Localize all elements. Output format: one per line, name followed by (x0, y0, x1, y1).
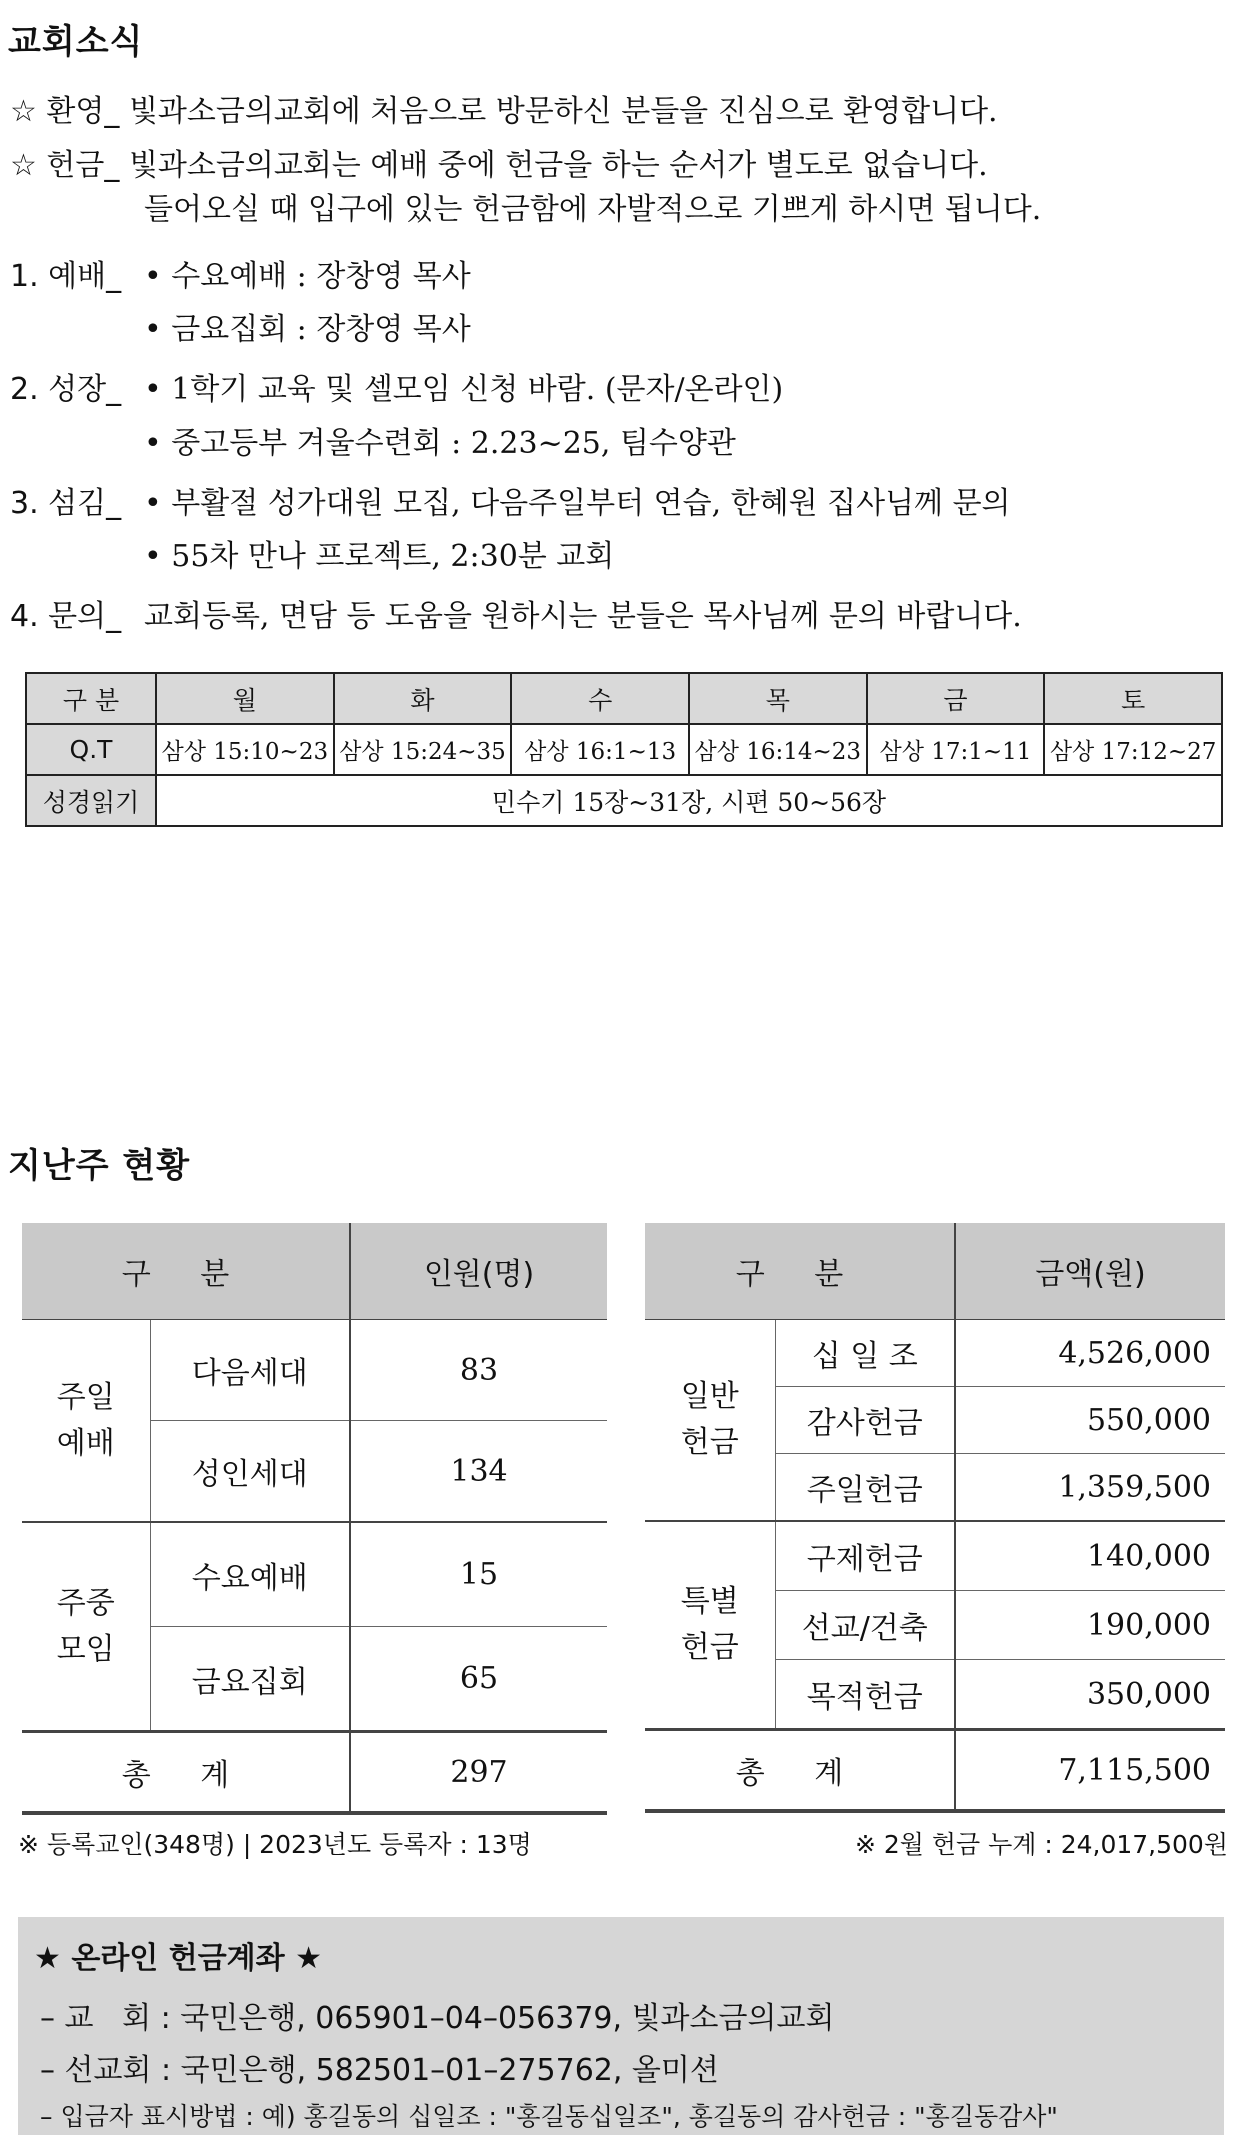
attendance-group-weekday: 주중 모임 (22, 1522, 150, 1732)
attendance-header-category: 구 분 (22, 1223, 350, 1320)
offering-row-value: 1,359,500 (955, 1454, 1225, 1522)
attendance-row-value: 83 (350, 1320, 607, 1421)
offering-row-label: 주일헌금 (775, 1454, 955, 1522)
qt-row (26, 724, 1222, 775)
welcome-line (10, 92, 998, 132)
reading-label: 성경읽기 (26, 775, 156, 826)
qt-header-wed: 수 (511, 673, 689, 724)
qt-header-fri: 금 (867, 673, 1045, 724)
attendance-table (22, 1223, 607, 1815)
online-offering-box (18, 1917, 1224, 2135)
offering-line (10, 146, 988, 186)
qt-header-category: 구 분 (26, 673, 156, 724)
offering-total-value: 7,115,500 (955, 1730, 1225, 1812)
note-registered-members: ※ 등록교인(348명) | 2023년도 등록자 : 13명 (18, 1830, 532, 1859)
welcome-text: 빛과소금의교회에 처음으로 방문하신 분들을 진심으로 환영합니다. (128, 94, 998, 129)
item-4-label: 4. 문의_ (10, 599, 122, 634)
item-2-line-2: • 중고등부 겨울수련회 : 2.23~25, 팀수양관 (144, 426, 736, 461)
offering-row-value: 190,000 (955, 1591, 1225, 1660)
attendance-total-label: 총 계 (22, 1732, 350, 1814)
news-title: 교회소식 (8, 22, 144, 62)
offering-row-value: 140,000 (955, 1521, 1225, 1591)
offering-group-special: 특별 헌금 (645, 1521, 775, 1730)
attendance-group-sunday: 주일 예배 (22, 1320, 150, 1523)
attendance-row-label: 다음세대 (191, 1356, 308, 1391)
offering-row-label: 구제헌금 (775, 1521, 955, 1591)
attendance-row-value: 15 (350, 1522, 607, 1627)
qt-header-sat: 토 (1044, 673, 1222, 724)
bank-line-mission: – 선교회 : 국민은행, 582501–01–275762, 올미션 (40, 2053, 719, 2088)
item-3-line-2: • 55차 만나 프로젝트, 2:30분 교회 (144, 539, 615, 574)
qt-cell: 삼상 15:10~23 (156, 724, 334, 775)
qt-label: Q.T (26, 724, 156, 775)
table-row (645, 1320, 1225, 1387)
offering-label: ☆ 헌금_ (10, 148, 120, 183)
offering-header-row (645, 1223, 1225, 1320)
attendance-total-row (22, 1732, 607, 1814)
item-1-line-2: • 금요집회 : 장창영 목사 (144, 312, 471, 347)
offering-group-general: 일반 헌금 (645, 1320, 775, 1522)
offering-row-label: 십 일 조 (811, 1339, 918, 1374)
qt-table (25, 672, 1223, 827)
reading-text: 민수기 15장~31장, 시편 50~56장 (156, 775, 1222, 826)
offering-total-row (645, 1730, 1225, 1812)
qt-header-tue: 화 (334, 673, 512, 724)
attendance-row-label: 성인세대 (150, 1421, 350, 1523)
offering-table (645, 1223, 1225, 1813)
item-4-line-1: 교회등록, 면담 등 도움을 원하시는 분들은 목사님께 문의 바랍니다. (144, 599, 1022, 634)
attendance-row-label: 금요집회 (150, 1627, 350, 1732)
qt-cell: 삼상 16:14~23 (689, 724, 867, 775)
item-1-label: 1. 예배_ (10, 259, 122, 294)
item-2-label: 2. 성장_ (10, 372, 122, 407)
item-3-line-1: • 부활절 성가대원 모집, 다음주일부터 연습, 한혜원 집사님께 문의 (144, 486, 1011, 521)
offering-text-2: 들어오실 때 입구에 있는 헌금함에 자발적으로 기쁘게 하시면 됩니다. (144, 192, 1042, 227)
attendance-header-row (22, 1223, 607, 1320)
table-row (645, 1521, 1225, 1591)
offering-row-value: 550,000 (955, 1387, 1225, 1454)
table-row (22, 1522, 607, 1627)
table-row (22, 1320, 607, 1421)
note-monthly-offering-total: ※ 2월 헌금 누계 : 24,017,500원 (854, 1830, 1228, 1859)
offering-header-category: 구 분 (645, 1223, 955, 1320)
item-1-line-1: • 수요예배 : 장창영 목사 (144, 259, 471, 294)
offering-row-label: 감사헌금 (775, 1387, 955, 1454)
attendance-header-count: 인원(명) (350, 1223, 607, 1320)
qt-header-thu: 목 (689, 673, 867, 724)
bank-line-depositor: – 입금자 표시방법 : 예) 홍길동의 십일조 : "홍길동십일조", 홍길동의 감사헌금 : "홍길동감사" (40, 2102, 1058, 2131)
item-2-line-1: • 1학기 교육 및 셀모임 신청 바람. (문자/온라인) (144, 372, 784, 407)
attendance-row-value: 134 (350, 1421, 607, 1523)
reading-row (26, 775, 1222, 826)
qt-header-row (26, 673, 1222, 724)
qt-cell: 삼상 17:12~27 (1044, 724, 1222, 775)
qt-cell: 삼상 16:1~13 (511, 724, 689, 775)
offering-text-1: 빛과소금의교회는 예배 중에 헌금을 하는 순서가 별도로 없습니다. (128, 148, 988, 183)
stats-title: 지난주 현황 (8, 1146, 191, 1186)
offering-row-label: 선교/건축 (775, 1591, 955, 1660)
offering-row-value: 4,526,000 (955, 1320, 1225, 1387)
qt-cell: 삼상 17:1~11 (867, 724, 1045, 775)
attendance-row-label: 수요예배 (150, 1522, 350, 1627)
welcome-label: ☆ 환영_ (10, 94, 120, 129)
bank-line-church: – 교 회 : 국민은행, 065901–04–056379, 빛과소금의교회 (40, 2001, 835, 2036)
offering-row-value: 350,000 (955, 1660, 1225, 1730)
qt-cell: 삼상 15:24~35 (334, 724, 512, 775)
item-3-label: 3. 섬김_ (10, 486, 122, 521)
offering-total-label: 총 계 (645, 1730, 955, 1812)
offering-header-amount: 금액(원) (955, 1223, 1225, 1320)
attendance-total-value: 297 (350, 1732, 607, 1814)
attendance-row-value: 65 (350, 1627, 607, 1732)
qt-header-mon: 월 (156, 673, 334, 724)
bank-title: ★ 온라인 헌금계좌 ★ (34, 1941, 322, 1976)
offering-row-label: 목적헌금 (775, 1660, 955, 1730)
